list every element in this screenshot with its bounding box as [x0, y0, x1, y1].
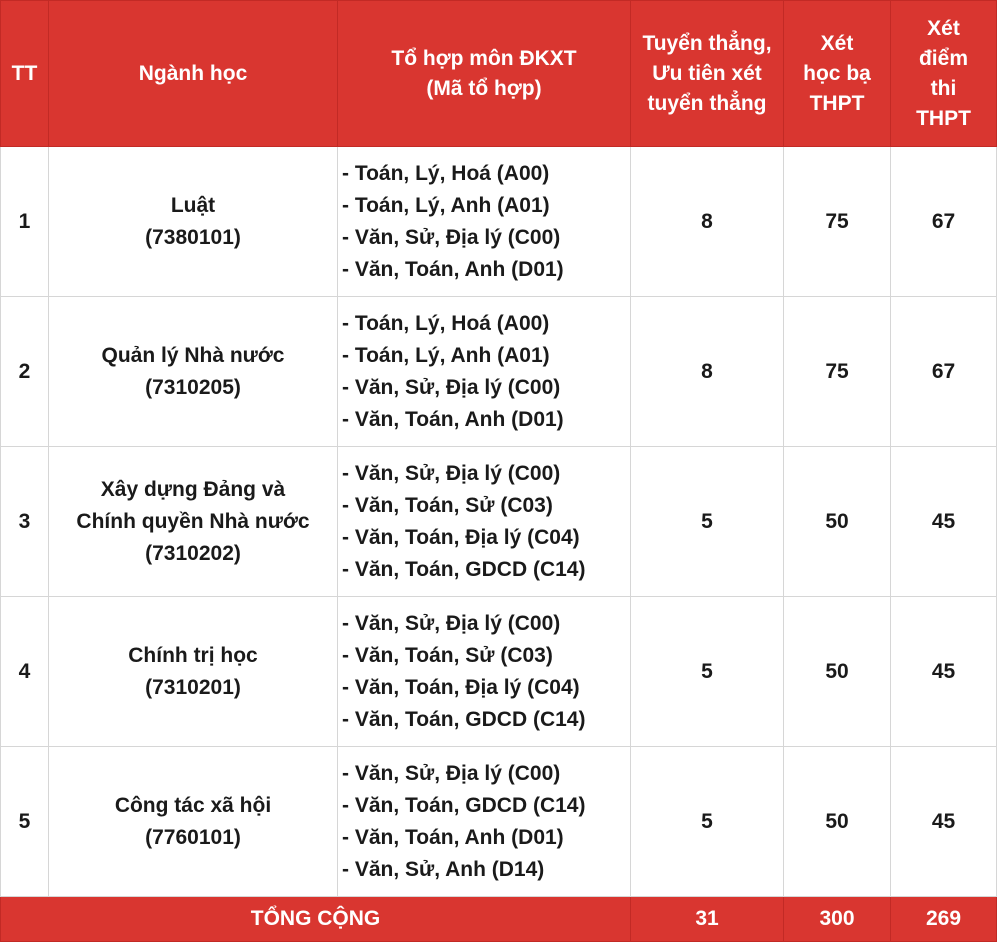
combo-item: - Toán, Lý, Hoá (A00)	[342, 311, 550, 335]
direct-quota	[631, 297, 784, 447]
row-number	[1, 597, 49, 747]
combo-cell	[338, 747, 631, 897]
total-label: TỔNG CỘNG	[1, 897, 631, 942]
header-direct-line: Tuyển thẳng,	[642, 31, 772, 55]
combo-item: - Văn, Toán, Anh (D01)	[342, 407, 564, 431]
row-number	[1, 747, 49, 897]
transcript-quota-text: 50	[825, 659, 849, 683]
major-cell	[49, 747, 338, 897]
row-number-text: 5	[18, 809, 31, 833]
header-direct-line: tuyển thẳng	[647, 91, 767, 115]
combo-item: - Văn, Toán, GDCD (C14)	[342, 557, 586, 581]
major-line: Xây dựng Đảng và	[100, 477, 286, 501]
exam-quota	[891, 147, 997, 297]
major-cell	[49, 297, 338, 447]
header-row	[1, 1, 997, 147]
major-line: Quản lý Nhà nước	[101, 343, 285, 367]
major-line: Công tác xã hội	[114, 793, 272, 817]
combo-item: - Văn, Toán, Địa lý (C04)	[342, 525, 580, 549]
row-number-text: 2	[18, 359, 31, 383]
combo-item: - Văn, Sử, Anh (D14)	[342, 857, 545, 881]
table-row	[1, 597, 997, 747]
exam-quota-text: 45	[931, 659, 956, 683]
header-combo-line: Tổ hợp môn ĐKXT	[391, 46, 577, 70]
row-number	[1, 147, 49, 297]
major-line: (7760101)	[145, 825, 241, 849]
direct-quota-text: 8	[701, 359, 713, 383]
total-transcript: 300	[784, 897, 891, 942]
header-exam-line: THPT	[916, 106, 971, 130]
combo-item: - Văn, Sử, Địa lý (C00)	[342, 761, 561, 785]
combo-cell	[338, 297, 631, 447]
table-row	[1, 297, 997, 447]
major-line: Luật	[170, 193, 216, 217]
row-number	[1, 297, 49, 447]
transcript-quota	[784, 297, 891, 447]
transcript-quota-text: 50	[825, 509, 849, 533]
header-transcript-line: Xét	[820, 31, 854, 55]
header-tt: TT	[1, 1, 49, 147]
table-row	[1, 747, 997, 897]
direct-quota	[631, 747, 784, 897]
exam-quota	[891, 297, 997, 447]
transcript-quota-text: 50	[825, 809, 849, 833]
total-direct: 31	[631, 897, 784, 942]
exam-quota	[891, 447, 997, 597]
major-cell	[49, 147, 338, 297]
combo-item: - Văn, Toán, GDCD (C14)	[342, 707, 586, 731]
table-row	[1, 447, 997, 597]
header-exam-line: Xét	[927, 16, 960, 40]
transcript-quota	[784, 747, 891, 897]
header-transcript-line: học bạ	[803, 61, 871, 85]
table-row	[1, 147, 997, 297]
row-number-text: 3	[18, 509, 31, 533]
header-exam-line: điểm	[918, 46, 968, 70]
combo-item: - Văn, Sử, Địa lý (C00)	[342, 225, 561, 249]
row-number-text: 4	[18, 659, 31, 683]
header-transcript	[784, 1, 891, 147]
header-exam-line: thi	[930, 76, 957, 100]
direct-quota	[631, 147, 784, 297]
combo-item: - Văn, Toán, Anh (D01)	[342, 257, 564, 281]
combo-item: - Văn, Toán, GDCD (C14)	[342, 793, 586, 817]
exam-quota-text: 67	[931, 359, 956, 383]
direct-quota-text: 5	[701, 509, 713, 533]
header-major: Ngành học	[49, 1, 338, 147]
direct-quota-text: 5	[701, 809, 713, 833]
combo-cell	[338, 597, 631, 747]
combo-cell	[338, 147, 631, 297]
combo-item: - Toán, Lý, Anh (A01)	[342, 193, 550, 217]
combo-item: - Văn, Sử, Địa lý (C00)	[342, 375, 561, 399]
row-number	[1, 447, 49, 597]
total-exam: 269	[891, 897, 997, 942]
header-direct-line: Ưu tiên xét	[652, 61, 762, 85]
combo-item: - Văn, Toán, Sử (C03)	[342, 643, 553, 667]
exam-quota	[891, 597, 997, 747]
direct-quota-text: 8	[701, 209, 713, 233]
combo-item: - Văn, Toán, Sử (C03)	[342, 493, 553, 517]
transcript-quota-text: 75	[825, 359, 849, 383]
transcript-quota	[784, 447, 891, 597]
direct-quota-text: 5	[701, 659, 713, 683]
major-cell	[49, 597, 338, 747]
combo-item: - Toán, Lý, Hoá (A00)	[342, 161, 550, 185]
combo-item: - Văn, Toán, Địa lý (C04)	[342, 675, 580, 699]
header-combo-line: (Mã tổ hợp)	[426, 76, 542, 100]
major-line: (7310202)	[145, 541, 241, 565]
header-combo	[338, 1, 631, 147]
major-line: Chính trị học	[128, 643, 258, 667]
major-cell	[49, 447, 338, 597]
transcript-quota	[784, 597, 891, 747]
header-transcript-line: THPT	[809, 91, 865, 115]
combo-item: - Văn, Toán, Anh (D01)	[342, 825, 564, 849]
major-line: (7380101)	[145, 225, 241, 249]
exam-quota-text: 45	[931, 509, 956, 533]
header-direct	[631, 1, 784, 147]
major-line: Chính quyền Nhà nước	[76, 509, 310, 533]
transcript-quota	[784, 147, 891, 297]
exam-quota-text: 45	[931, 809, 956, 833]
combo-item: - Văn, Sử, Địa lý (C00)	[342, 461, 561, 485]
combo-item: - Văn, Sử, Địa lý (C00)	[342, 611, 561, 635]
exam-quota-text: 67	[931, 209, 956, 233]
transcript-quota-text: 75	[825, 209, 849, 233]
total-row	[1, 897, 997, 942]
exam-quota	[891, 747, 997, 897]
combo-cell	[338, 447, 631, 597]
combo-item: - Toán, Lý, Anh (A01)	[342, 343, 550, 367]
major-line: (7310201)	[145, 675, 241, 699]
direct-quota	[631, 597, 784, 747]
header-exam	[891, 1, 997, 147]
direct-quota	[631, 447, 784, 597]
row-number-text: 1	[18, 209, 31, 233]
major-line: (7310205)	[145, 375, 241, 399]
